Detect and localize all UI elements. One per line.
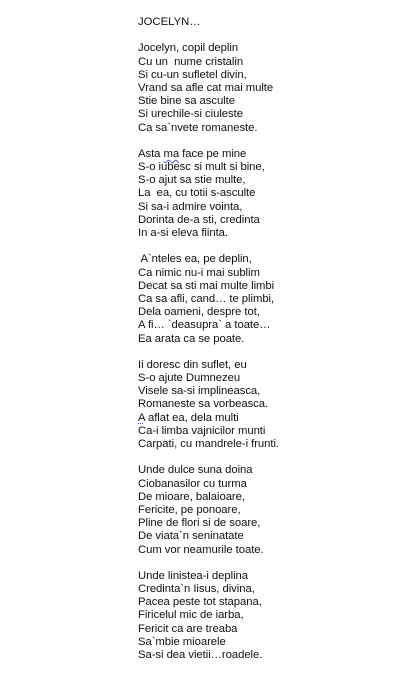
poem-line: A fi… `deasupra` a toate… [138,319,271,332]
poem-line: Si sa-i admire vointa, [138,200,243,213]
poem-line: Jocelyn, copil deplin [138,42,239,55]
poem-line: Ii doresc din suflet, eu [138,358,247,371]
stanza-3 [138,253,408,345]
poem-line: Cum vor neamurile toate. [138,543,264,556]
stanza-5 [138,464,408,556]
stanza-6 [138,570,408,662]
poem-line: Visele sa-si implineasca, [138,385,261,398]
poem-line: Fericit ca are treaba [138,622,238,635]
poem-line: Ciobanasilor cu turma [138,477,247,490]
poem-line: Firicelul mic de iarba, [138,609,244,622]
poem-line: S-o ajut sa stie multe, [138,174,246,187]
poem-line: Cu un nume cristalin [138,55,244,68]
stanza-4 [138,359,408,451]
poem-line: De viata`n seninatate [138,530,244,543]
poem-line: Carpati, cu mandrele-i frunti. [138,438,280,450]
poem-line: Sa`mbie mioarele [138,635,226,648]
poem-line: Decat sa sti mai multe limbi [138,279,275,292]
poem-line: A`nteles ea, pe deplin, [138,253,252,266]
poem-line: In a-si eleva fiinta. [138,227,228,239]
poem-line: Ca sa afli, cand… te plimbi, [138,292,275,305]
poem-line: Sa-si dea vietii…roadele. [138,649,263,661]
poem-line: Ea arata ca se poate. [138,332,245,345]
poem-line: Unde linistea-i deplina [138,569,249,582]
poem-title: JOCELYN… [138,16,201,28]
poem-line: Fericite, pe ponoare, [138,503,241,516]
stanza-2 [138,148,408,240]
poem-line: Stie bine sa asculte [138,95,235,108]
poem-line: Si urechile-si ciuleste [138,108,243,121]
poem-line: La ea, cu totii s-asculte [138,187,256,200]
poem-line: Asta ma face pe mine [138,147,247,160]
poem-line: Dorinta de-a sti, credinta [138,213,260,226]
poem-line: Dela oameni, despre tot, [138,306,260,319]
poem-line: Ca nimic nu-i mai sublim [138,266,260,279]
poem-line: De mioare, balaioare, [138,490,245,503]
poem-line: Pacea peste tot stapana, [138,596,262,609]
poem-line: Si cu-un sufletel divin, [138,68,247,81]
poem-line: Ca-i limba vajnicilor munti [138,424,266,437]
poem-line: S-o ajute Dumnezeu [138,372,241,385]
poem-line: Credinta`n Iisus, divina, [138,583,255,596]
poem-line: Romaneste sa vorbeasca. [138,398,269,411]
poem-line: S-o iubesc si mult si bine, [138,161,265,174]
poem-line: A aflat ea, dela multi [138,411,239,424]
stanza-1 [138,42,408,134]
poem-line: Ca sa`nvete romaneste. [138,121,258,134]
poem-page [138,16,408,675]
poem-line: Vrand sa afle cat mai multe [138,81,274,94]
poem-line: Pline de flori si de soare, [138,517,261,530]
poem-line: Unde dulce suna doina [138,464,253,477]
